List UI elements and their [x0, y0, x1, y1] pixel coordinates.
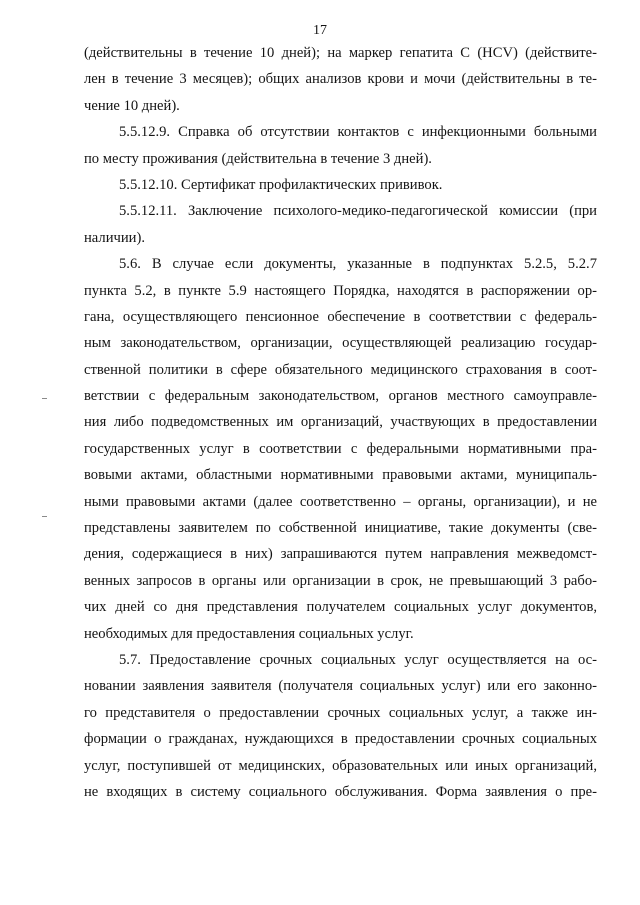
text-line: венных запросов в органы или организации в срок, не превышающий 3 рабо-: [84, 572, 597, 589]
text-line: 5.5.12.10. Сертификат профилактических прививок.: [119, 176, 443, 193]
text-line: ветствии с федеральным законодательством, органов местного самоуправле-: [84, 388, 597, 405]
text-line: ния либо подведомственных им организаций, участвующих в предоставлении: [84, 414, 597, 431]
text-line: дения, содержащиеся в них) запрашиваются путем направления межведомст-: [84, 546, 597, 563]
text-line: 5.6. В случае если документы, указанные в подпунктах 5.2.5, 5.2.7: [119, 256, 597, 273]
text-line: пункта 5.2, в пункте 5.9 настоящего Порядка, находятся в распоряжении ор-: [84, 282, 597, 299]
text-line: 5.5.12.11. Заключение психолого-медико-педагогической комиссии (при: [119, 203, 597, 220]
text-line: чих дней со дня представления получателем социальных услуг документов,: [84, 599, 597, 616]
paragraph-5-5-12-10: [84, 172, 597, 198]
text-line: формации о гражданах, нуждающихся в предоставлении срочных социальных: [84, 731, 597, 748]
text-line: гана, осуществляющего пенсионное обеспечение в соответствии с федераль-: [84, 308, 597, 325]
scan-mark: [42, 398, 47, 399]
text-line: представлены заявителем по собственной инициативе, такие документы (све-: [84, 520, 597, 537]
text-line: лен в течение 3 месяцев); общих анализов крови и мочи (действительны в те-: [84, 71, 597, 88]
text-line: ными правовыми актами (далее соответственно – органы, организации), и не: [84, 493, 597, 510]
text-line: ным законодательством, организации, осуществляющей реализацию государ-: [84, 335, 597, 352]
text-line: новании заявления заявителя (получателя социальных услуг) или его законно-: [84, 678, 597, 695]
text-line: ственной политики в сфере обязательного медицинского страхования в соот-: [84, 361, 597, 378]
text-line: наличии).: [84, 229, 145, 246]
text-line: услуг, поступившей от медицинских, образовательных или иных организаций,: [84, 757, 597, 774]
paragraph-5-5-12-9: [84, 119, 597, 172]
text-line: по месту проживания (действительна в течение 3 дней).: [84, 150, 432, 167]
text-line: чение 10 дней).: [84, 97, 180, 114]
text-line: 5.5.12.9. Справка об отсутствии контактов с инфекционными больными: [119, 124, 597, 141]
document-body: [84, 40, 597, 805]
scan-mark: [42, 516, 47, 517]
text-line: не входящих в систему социального обслуживания. Форма заявления о пре-: [84, 783, 597, 800]
text-line: (действительны в течение 10 дней); на маркер гепатита С (HCV) (действите-: [84, 45, 597, 61]
text-line: 5.7. Предоставление срочных социальных услуг осуществляется на ос-: [119, 651, 597, 668]
paragraph-5-5-12-11: [84, 198, 597, 251]
text-line: необходимых для предоставления социальных услуг.: [84, 625, 414, 642]
text-line: государственных услуг в соответствии с федеральными нормативными пра-: [84, 440, 597, 457]
paragraph-5-7: [84, 647, 597, 805]
text-line: вовыми актами, областными нормативными правовыми актами, муниципаль-: [84, 467, 597, 484]
paragraph-5-6: [84, 251, 597, 647]
text-line: го представителя о предоставлении срочных социальных услуг, а также ин-: [84, 704, 597, 721]
paragraph-continued: [84, 40, 597, 119]
page-number: 17: [313, 23, 327, 38]
